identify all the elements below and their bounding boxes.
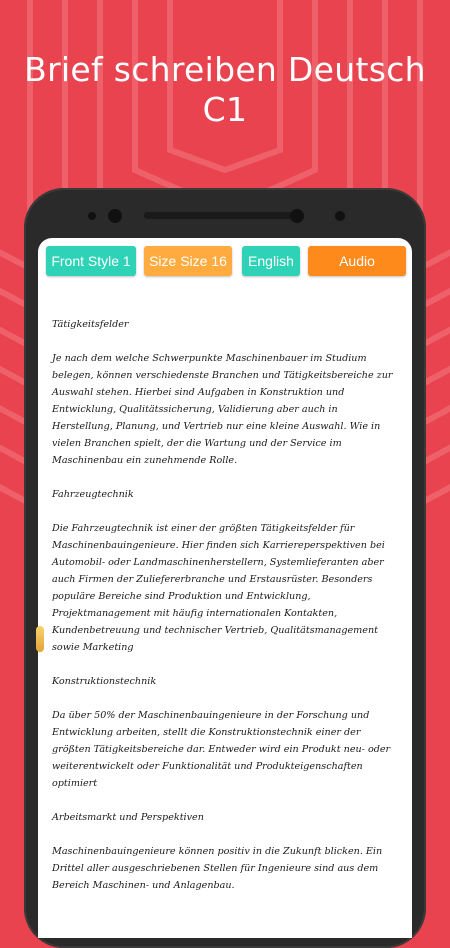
toolbar [38, 238, 412, 286]
section-heading: Fahrzeugtechnik [52, 489, 134, 500]
article-content [52, 316, 400, 911]
promo-title-line2: C1 [202, 90, 248, 129]
section-heading: Tätigkeitsfelder [52, 319, 129, 330]
phone-camera-icon [108, 209, 122, 223]
section-body: Maschinenbauingenieure können positiv in die Zukunft blicken. Ein Drittel aller ausgeschriebenen Stellen für Ingenieure sind aus dem Bereich Maschinen- und Anlagenbau. [52, 846, 383, 891]
promo-title [0, 50, 450, 130]
promo-title-line1: Brief schreiben Deutsch [24, 50, 426, 89]
phone-speaker-icon [144, 212, 294, 219]
phone-sensor-icon [335, 211, 345, 221]
app-screen [38, 238, 412, 938]
font-style-button[interactable]: Front Style 1 [46, 246, 136, 276]
phone-top-bar [24, 188, 426, 238]
section-body: Da über 50% der Maschinenbauingenieure in der Forschung und Entwicklung arbeiten, stellt die Konstruktionstechnik einer der größten Tätigkeitsbereiche dar. Entweder wird ein Produkt neu- oder weiterentwickelt oder Funktionalität und Produkteigenschaften optimiert [52, 710, 391, 789]
phone-sensor-icon [88, 212, 96, 220]
language-button[interactable]: English [242, 246, 300, 276]
section-heading: Arbeitsmarkt und Perspektiven [52, 812, 204, 823]
floating-edge-icon[interactable] [36, 626, 44, 652]
audio-button[interactable]: Audio [308, 246, 406, 276]
section-heading: Konstruktionstechnik [52, 676, 157, 687]
phone-camera-icon [290, 209, 304, 223]
font-size-button[interactable]: Size Size 16 [144, 246, 232, 276]
section-body: Je nach dem welche Schwerpunkte Maschinenbauer im Studium belegen, können verschiedenste Branchen und Tätigkeitsbereiche zur Auswahl stehen. Hierbei sind Aufgaben in Konstruktion und Entwicklung, Qualitätssicherung, Validierung aber auch in Herstellung, Planung, und Vertrieb nur eine kleine Auswahl. Wie in vielen Branchen spielt, der die Wartung und der Service im Maschinenbau ein zunehmende Rolle. [52, 353, 393, 466]
section-body: Die Fahrzeugtechnik ist einer der größten Tätigkeitsfelder für Maschinenbauingenieure. Hier finden sich Karriereperspektiven bei Automobil- oder Landmaschinenherstellern, Systemlieferanten aber auch Firmen der Zuliefererbranche und Erstausrüster. Besonders populäre Bereiche sind Produktion und Entwicklung, Projektmanagement mit häufig internationalen Kontakten, Kundenbetreuung und technischer Vertrieb, Qualitätsmanagement sowie Marketing [52, 523, 385, 653]
